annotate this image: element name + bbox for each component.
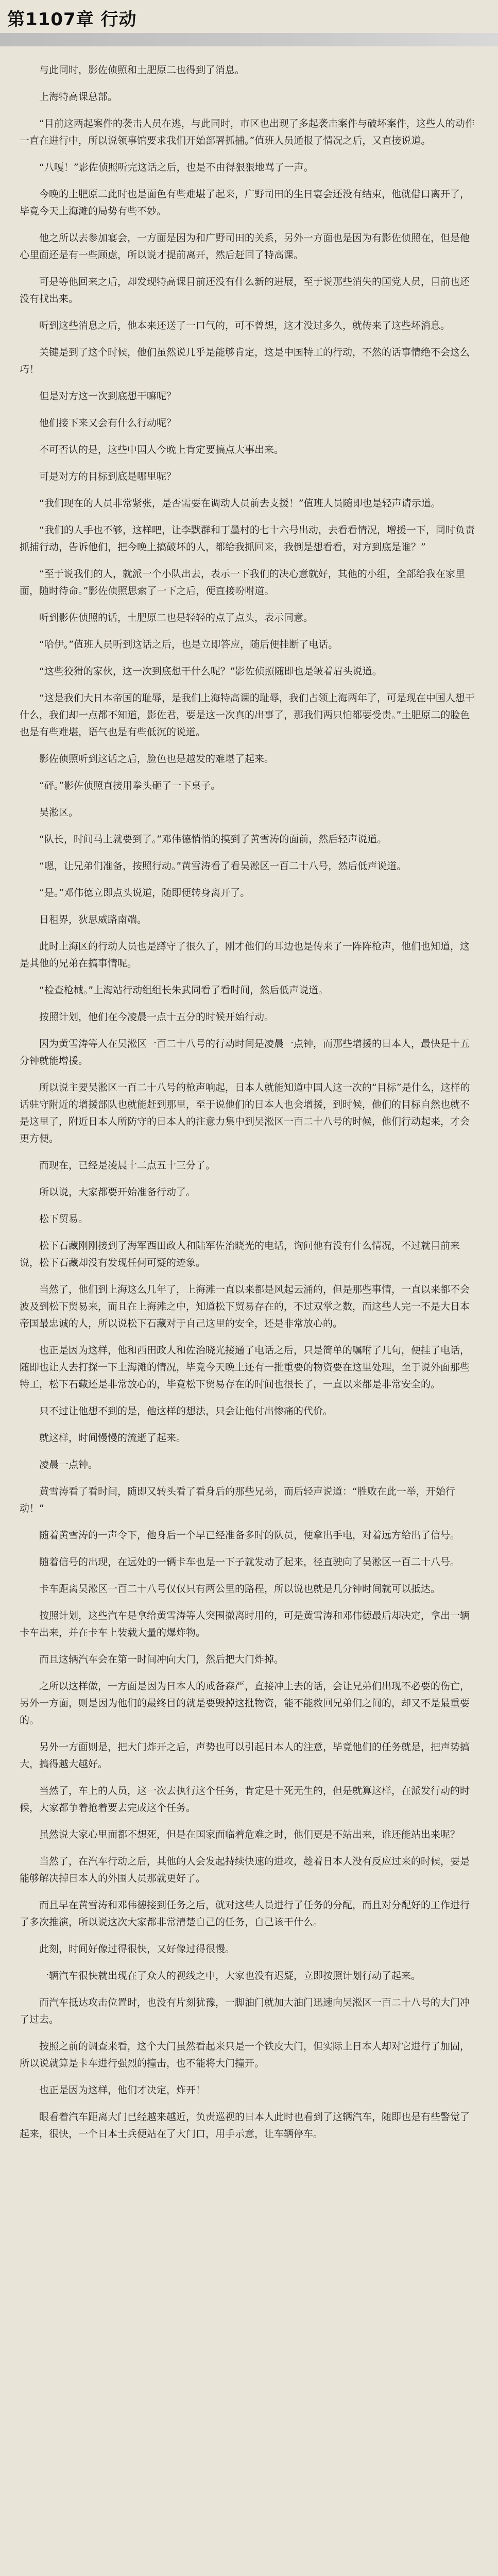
chapter-paragraph: 之所以这样做，一方面是因为日本人的戒备森严，直接冲上去的话，会让兄弟们出现不必要的伤亡，另外一方面，则是因为他们的最终目的就是要毁掉这批物资，能不能救回兄弟们之间的，却又不是最重要的。 bbox=[20, 1681, 470, 1726]
chapter-paragraph: 而且早在黄雪涛和邓伟德接到任务之后，就对这些人员进行了任务的分配，而且对分配好的工作进行了多次推演，所以说这次大家都非常清楚自己的任务，自己该干什么。 bbox=[20, 1900, 470, 1928]
chapter-paragraph: 眼看着汽车距离大门已经越来越近，负责巡视的日本人此时也看到了这辆汽车，随即也是有些警觉了起来，很快，一个日本士兵便站在了大门口，用手示意，让车辆停车。 bbox=[20, 2111, 470, 2140]
chapter-paragraph: “队长，时间马上就要到了。”邓伟德悄悄的摸到了黄雪涛的面前，然后轻声说道。 bbox=[39, 834, 387, 845]
chapter-paragraph: 此刻，时间好像过得很快，又好像过得很慢。 bbox=[39, 1943, 235, 1955]
chapter-paragraph: 日租界，狄思威路南端。 bbox=[39, 914, 147, 925]
chapter-paragraph: “我们的人手也不够，这样吧，让李默群和丁墨村的七十六号出动，去看看情况，增援一下，同时负责抓捕行动，告诉他们，把今晚上搞破坏的人，都给我抓回来，我倒是想看看，对方到底是谁？” bbox=[20, 524, 475, 553]
title-underline-bar-fill bbox=[0, 33, 498, 46]
chapter-paragraph: 卡车距离吴淞区一百二十八号仅仅只有两公里的路程，所以说也就是几分钟时间就可以抵达。 bbox=[39, 1583, 441, 1595]
chapter-paragraph: “是。”邓伟德立即点头说道，随即便转身离开了。 bbox=[39, 887, 250, 899]
chapter-paragraph: “目前这两起案件的袭击人员在逃，与此同时，市区也出现了多起袭击案件与破坏案件，这些人的动作一直在进行中，所以说领事馆要求我们开始部署抓捕。”值班人员通报了情况之后，又直接说道。 bbox=[20, 118, 475, 146]
chapter-paragraph: 听到这些消息之后，他本来还送了一口气的，可不曾想，这才没过多久，就传来了这些坏消息。 bbox=[39, 320, 451, 331]
chapter-paragraph: 今晚的土肥原二此时也是面色有些难堪了起来，广野司田的生日宴会还没有结束，他就借口离开了，毕竟今天上海滩的局势有些不妙。 bbox=[20, 189, 470, 217]
chapter-paragraph: 凌晨一点钟。 bbox=[39, 1459, 98, 1470]
chapter-paragraph: 而现在，已经是凌晨十二点五十三分了。 bbox=[39, 1160, 216, 1171]
chapter-paragraph: “检查枪械。”上海站行动组组长朱武同看了看时间，然后低声说道。 bbox=[39, 985, 329, 996]
chapter-paragraph: 就这样，时间慢慢的流逝了起来。 bbox=[39, 1432, 186, 1444]
chapter-paragraph: “砰。”影佐侦照直接用拳头砸了一下桌子。 bbox=[39, 780, 221, 791]
chapter-paragraph: “这些狡猾的家伙，这一次到底想干什么呢？”影佐侦照随即也是皱着眉头说道。 bbox=[39, 666, 382, 677]
chapter-content bbox=[0, 62, 498, 2153]
chapter-paragraph: 按照计划，这些汽车是拿给黄雪涛等人突围撤离时用的，可是黄雪涛和邓伟德最后却决定，拿出一辆卡车出来，并在卡车上装载大量的爆炸物。 bbox=[20, 1610, 470, 1638]
chapter-paragraph: 所以说，大家都要开始准备行动了。 bbox=[39, 1187, 196, 1198]
chapter-paragraph: 松下石藏刚刚接到了海军西田政人和陆军佐治晓光的电话，询问他有没有什么情况，不过就目前来说，松下石藏却没有发现任何可疑的迹象。 bbox=[20, 1240, 460, 1268]
chapter-paragraph: 与此同时，影佐侦照和土肥原二也得到了消息。 bbox=[39, 64, 245, 76]
chapter-paragraph: 吴淞区。 bbox=[39, 807, 79, 818]
chapter-paragraph: 而且这辆汽车会在第一时间冲向大门，然后把大门炸掉。 bbox=[39, 1654, 284, 1665]
chapter-paragraph: 黄雪涛看了看时间，随即又转头看了看身后的那些兄弟，而后轻声说道：“胜败在此一举，开始行动！” bbox=[20, 1486, 455, 1514]
chapter-paragraph: 听到影佐侦照的话，土肥原二也是轻轻的点了点头，表示同意。 bbox=[39, 612, 314, 623]
chapter-paragraph: 另外一方面则是，把大门炸开之后，声势也可以引起日本人的注意，毕竟他们的任务就是，把声势搞大，搞得越大越好。 bbox=[20, 1741, 470, 1770]
chapter-paragraph: “这是我们大日本帝国的耻辱，是我们上海特高课的耻辱，我们占领上海两年了，可是现在中国人想干什么，我们却一点都不知道，影佐君，要是这一次真的出事了，那我们两只怕都要受责。”土肥原二的脸色也是有些难堪，语气也是有些低沉的说道。 bbox=[20, 692, 475, 738]
title-underline-bar bbox=[0, 33, 498, 46]
chapter-paragraph: 影佐侦照听到这话之后，脸色也是越发的难堪了起来。 bbox=[39, 753, 274, 765]
chapter-paragraph: 不可否认的是，这些中国人今晚上肯定要搞点大事出来。 bbox=[39, 444, 284, 455]
chapter-paragraph: 按照计划，他们在今凌晨一点十五分的时候开始行动。 bbox=[39, 1011, 274, 1023]
chapter-paragraph: 此时上海区的行动人员也是蹲守了很久了，刚才他们的耳边也是传来了一阵阵枪声，他们也知道，这是其他的兄弟在搞事情呢。 bbox=[20, 941, 470, 969]
chapter-paragraph: 他们接下来又会有什么行动呢？ bbox=[39, 417, 177, 429]
chapter-paragraph: 当然了，车上的人员，这一次去执行这个任务，肯定是十死无生的，但是就算这样，在派发行动的时候，大家都争着抢着要去完成这个任务。 bbox=[20, 1785, 470, 1814]
chapter-paragraph: 也正是因为这样，他和西田政人和佐治晓光接通了电话之后，只是简单的嘱咐了几句，便挂了电话，随即也让人去打探一下上海滩的情况，毕竟今天晚上还有一批重要的物资要在这里处理，至于说外面那些特工，松下石藏还是非常放心的，毕竟松下贸易存在的时间也很长了，一直以来都是非常安全的。 bbox=[20, 1345, 470, 1390]
chapter-paragraph: 关键是到了这个时候，他们虽然说几乎是能够肯定，这是中国特工的行动，不然的话事情绝不会这么巧！ bbox=[20, 347, 470, 375]
chapter-paragraph: 可是等他回来之后，却发现特高课目前还没有什么新的进展，至于说那些消失的国党人员，目前也还没有找出来。 bbox=[20, 276, 470, 304]
chapter-paragraph: “嗯，让兄弟们准备，按照行动。”黄雪涛看了看吴淞区一百二十八号，然后低声说道。 bbox=[39, 860, 407, 872]
chapter-paragraph: 但是对方这一次到底想干嘛呢？ bbox=[39, 391, 177, 402]
chapter-paragraph: 因为黄雪涛等人在吴淞区一百二十八号的行动时间是凌晨一点钟，而那些增援的日本人，最快是十五分钟就能增援。 bbox=[20, 1038, 470, 1066]
chapter-paragraph: 可是对方的目标到底是哪里呢？ bbox=[39, 471, 177, 482]
chapter-paragraph: 按照之前的调查来看，这个大门虽然看起来只是一个铁皮大门，但实际上日本人却对它进行了加固，所以说就算是卡车进行强烈的撞击，也不能将大门撞开。 bbox=[20, 2041, 470, 2069]
chapter-paragraph: “八嘎！”影佐侦照听完这话之后，也是不由得狠狠地骂了一声。 bbox=[39, 162, 314, 173]
chapter-title: 第1107章 行动 bbox=[7, 9, 137, 30]
chapter-paragraph: 而汽车抵达攻击位置时，也没有片刻犹豫，一脚油门就加大油门迅速向吴淞区一百二十八号的大门冲了过去。 bbox=[20, 1997, 470, 2025]
chapter-paragraph: 松下贸易。 bbox=[39, 1213, 89, 1225]
chapter-paragraph: 上海特高课总部。 bbox=[39, 91, 118, 103]
chapter-paragraph: “至于说我们的人，就派一个小队出去，表示一下我们的决心意就好，其他的小组，全部给我在家里面，随时待命。”影佐侦照思索了一下之后，便直接吩咐道。 bbox=[20, 568, 465, 597]
chapter-paragraph: 当然了，他们到上海这么几年了，上海滩一直以来都是风起云涌的，但是那些事情，一直以来都不会波及到松下贸易来，而且在上海滩之中，知道松下贸易存在的，不过双掌之数，而这些人完一不是大日本帝国最忠诚的人，所以说松下石藏对于自己这里的安全，还是非常放心的。 bbox=[20, 1284, 470, 1329]
chapter-paragraph: 随着信号的出现，在远处的一辆卡车也是一下子就发动了起来，径直驶向了吴淞区一百二十八号。 bbox=[39, 1556, 460, 1568]
chapter-paragraph: 也正是因为这样，他们才决定，炸开！ bbox=[39, 2084, 206, 2096]
chapter-paragraph: 只不过让他想不到的是，他这样的想法，只会让他付出惨痛的代价。 bbox=[39, 1405, 333, 1417]
chapter-paragraph: 虽然说大家心里面都不想死，但是在国家面临着危难之时，他们更是不站出来，谁还能站出来呢？ bbox=[39, 1829, 460, 1840]
chapter-paragraph: 所以说主要吴淞区一百二十八号的枪声响起，日本人就能知道中国人这一次的“目标”是什么，这样的话驻守附近的增援部队也就能赶到那里，至于说他们的日本人也会增援，到时候，他们的目标自然也就不是这里了，附近日本人所防守的日本人的注意力集中到吴淞区一百二十八号的时候，他们行动起来，才会更方便。 bbox=[20, 1082, 470, 1144]
chapter-paragraph: 一辆汽车很快就出现在了众人的视线之中，大家也没有迟疑，立即按照计划行动了起来。 bbox=[39, 1970, 421, 1981]
chapter-paragraph: 当然了，在汽车行动之后，其他的人会发起持续快速的进攻，趁着日本人没有反应过来的时候，要是能够解决掉日本人的外围人员那就更好了。 bbox=[20, 1856, 470, 1884]
chapter-paragraph: “我们现在的人员非常紧张，是否需要在调动人员前去支援！”值班人员随即也是轻声请示道。 bbox=[39, 498, 441, 509]
chapter-paragraph: 随着黄雪涛的一声令下，他身后一个早已经准备多时的队员，便拿出手电，对着远方给出了信号。 bbox=[39, 1530, 460, 1541]
chapter-paragraph: “哈伊。”值班人员听到这话之后，也是立即答应，随后便挂断了电话。 bbox=[39, 639, 338, 650]
chapter-paragraph: 他之所以去参加宴会，一方面是因为和广野司田的关系，另外一方面也是因为有影佐侦照在，但是他心里面还是有一些顾虑，所以说才提前离开，然后赶回了特高课。 bbox=[20, 232, 470, 261]
